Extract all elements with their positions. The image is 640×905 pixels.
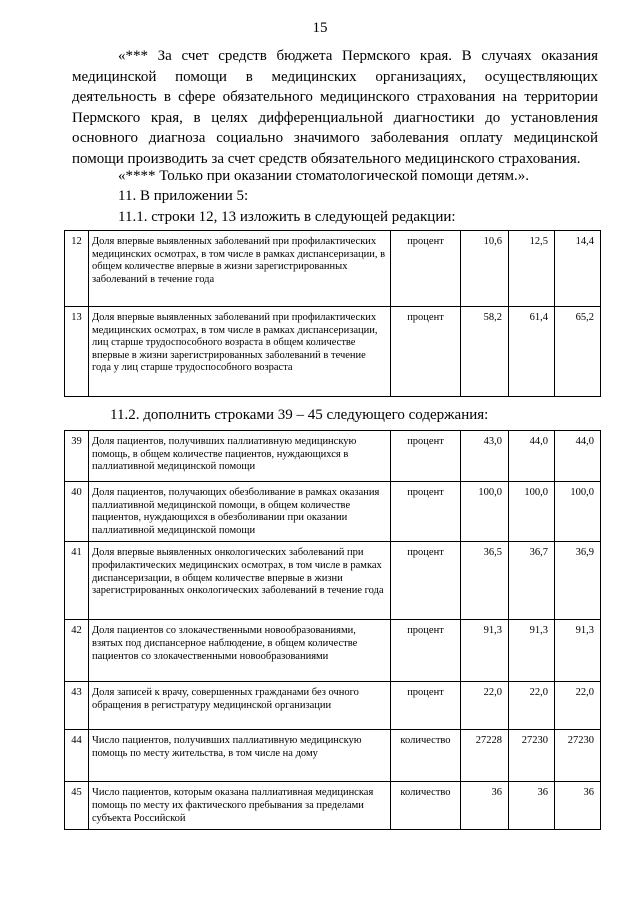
item-11-2: 11.2. дополнить строками 39 – 45 следующего содержания: [110,407,489,423]
item-11-1: 11.1. строки 12, 13 изложить в следующей редакции: [118,209,456,225]
unit-of-measure: количество [391,730,461,782]
table-row [65,307,601,397]
row-number: 13 [65,307,89,397]
unit-of-measure: процент [391,307,461,397]
table-row [65,782,601,830]
page-number: 15 [312,20,328,36]
table-row [65,682,601,730]
indicator-description: Доля впервые выявленных онкологических заболеваний при профилактических медицинских осмотрах, в том числе в рамках диспансеризации, в общем количестве впервые в жизни зарегистрированных онкологических заболеваний в течение года [89,542,391,620]
value-year-3: 27230 [555,730,601,782]
indicator-description: Число пациентов, получивших паллиативную медицинскую помощь по месту жительства, в том числе на дому [89,730,391,782]
table-row [65,431,601,482]
value-year-2: 100,0 [509,482,555,542]
row-number: 39 [65,431,89,482]
value-year-2: 27230 [509,730,555,782]
value-year-3: 14,4 [555,231,601,307]
value-year-3: 91,3 [555,620,601,682]
value-year-2: 22,0 [509,682,555,730]
value-year-3: 36,9 [555,542,601,620]
indicator-description: Доля впервые выявленных заболеваний при профилактических медицинских осмотрах, в том числе в рамках диспансеризации, лиц старше трудоспособного возраста в общем количестве впервые в жизни зарегистрированных заболеваний в течение года у лиц старше трудоспособного возраста [89,307,391,397]
table-row [65,730,601,782]
value-year-3: 100,0 [555,482,601,542]
row-number: 12 [65,231,89,307]
item-11: 11. В приложении 5: [118,188,249,204]
row-number: 43 [65,682,89,730]
unit-of-measure: процент [391,431,461,482]
table-row [65,482,601,542]
value-year-1: 27228 [461,730,509,782]
value-year-2: 61,4 [509,307,555,397]
value-year-1: 91,3 [461,620,509,682]
unit-of-measure: процент [391,482,461,542]
value-year-3: 36 [555,782,601,830]
row-number: 41 [65,542,89,620]
table-row [65,231,601,307]
table-row [65,542,601,620]
footnote-line: «**** Только при оказании стоматологической помощи детям.». [118,168,529,184]
row-number: 40 [65,482,89,542]
intro-paragraph: «*** За счет средств бюджета Пермского края. В случаях оказания медицинской помощи в медицинских организациях, осуществляющих деятельность в сфере обязательного медицинского страхования на территории Пермского края, в целях дифференциальной диагностики до установления основного диагноза социально значимого заболевания оплату медицинской помощи производить за счет средств обязательного медицинского страхования. [72,48,598,167]
unit-of-measure: процент [391,620,461,682]
value-year-1: 22,0 [461,682,509,730]
value-year-1: 36 [461,782,509,830]
indicator-description: Доля пациентов со злокачественными новообразованиями, взятых под диспансерное наблюдение, в общем количестве пациентов со злокачественными новообразованиями [89,620,391,682]
value-year-3: 44,0 [555,431,601,482]
value-year-2: 44,0 [509,431,555,482]
unit-of-measure: процент [391,542,461,620]
unit-of-measure: количество [391,782,461,830]
row-number: 42 [65,620,89,682]
table-rows-12-13 [64,230,601,397]
value-year-2: 12,5 [509,231,555,307]
value-year-2: 36 [509,782,555,830]
indicator-description: Число пациентов, которым оказана паллиативная медицинская помощь по месту их фактического пребывания за пределами субъекта Российской [89,782,391,830]
value-year-1: 10,6 [461,231,509,307]
value-year-3: 65,2 [555,307,601,397]
row-number: 44 [65,730,89,782]
value-year-1: 36,5 [461,542,509,620]
indicator-description: Доля записей к врачу, совершенных гражданами без очного обращения в регистратуру медицинской организации [89,682,391,730]
row-number: 45 [65,782,89,830]
indicator-description: Доля пациентов, получивших паллиативную медицинскую помощь, в общем количестве пациентов, нуждающихся в паллиативной медицинской помощи [89,431,391,482]
value-year-1: 100,0 [461,482,509,542]
indicator-description: Доля пациентов, получающих обезболивание в рамках оказания паллиативной медицинской помощи, в общем количестве пациентов, нуждающихся в обезболивании при оказании паллиативной медицинской помощи [89,482,391,542]
value-year-3: 22,0 [555,682,601,730]
value-year-2: 36,7 [509,542,555,620]
value-year-2: 91,3 [509,620,555,682]
unit-of-measure: процент [391,231,461,307]
value-year-1: 43,0 [461,431,509,482]
table-row [65,620,601,682]
indicator-description: Доля впервые выявленных заболеваний при профилактических медицинских осмотрах, в том числе в рамках диспансеризации, в общем количестве впервые в жизни зарегистрированных заболеваний в течение года [89,231,391,307]
unit-of-measure: процент [391,682,461,730]
table-rows-39-45 [64,430,601,830]
value-year-1: 58,2 [461,307,509,397]
